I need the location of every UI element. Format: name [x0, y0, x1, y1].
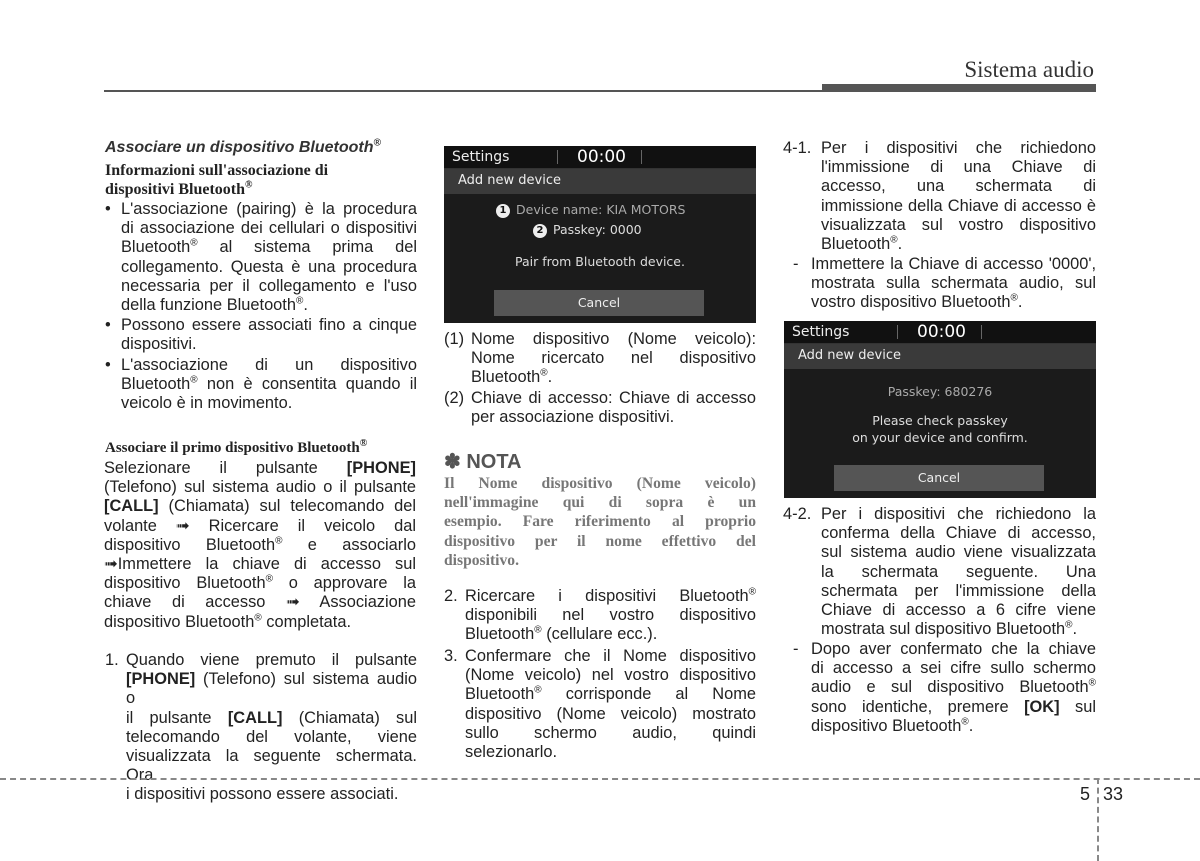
step-1: 1. Quando viene premuto il pulsante [PHONE] (Telefono) sul sistema audio o il pulsante [CALL] (Chiamata) sul telecomando del volante, viene visualizzata la seguente schermata. Ora i dispositivi possono essere associati.	[105, 651, 417, 804]
note-body	[444, 474, 756, 570]
text-line: esempio. Fare riferimento al proprio	[444, 513, 756, 531]
legend-number: (2)	[444, 389, 465, 407]
bullet-dot: •	[105, 200, 111, 218]
header-rule	[104, 90, 1096, 92]
text-line: veicolo è in movimento.	[121, 394, 293, 413]
footer-dashed-rule	[0, 778, 1200, 780]
text-line: nell'immagine qui di sopra è un	[444, 494, 756, 512]
text-line: Il Nome dispositivo (Nome veicolo)	[444, 475, 756, 492]
footer-dashed-divider	[1097, 778, 1099, 861]
text-line: disponibili nel vostro dispositivo	[465, 606, 756, 625]
screen-status-bar	[444, 146, 756, 169]
section-title: Associare un dispositivo Bluetooth®	[105, 137, 381, 156]
text-line: dispositivi.	[121, 335, 197, 354]
legend-item	[444, 330, 756, 388]
text-line: Per i dispositivi che richiedono la	[821, 505, 1096, 523]
text-line: Chiave di accesso a 6 cifre viene	[821, 601, 1096, 620]
text-line: mostrata sul dispositivo Bluetooth®.	[821, 619, 1078, 639]
text-line: L'associazione di un dispositivo	[121, 356, 417, 374]
text-line: selezionarlo.	[465, 743, 558, 762]
marker-2: 2	[533, 224, 547, 238]
first-device-title: Associare il primo dispositivo Bluetooth®	[105, 438, 368, 456]
text-line: visualizzata la seguente schermata. Ora	[126, 747, 417, 785]
text-line: il pulsante [CALL] (Chiamata) sul	[126, 708, 417, 727]
text-line: accesso, una schermata di	[821, 177, 1096, 196]
pair-instruction: Pair from Bluetooth device.	[515, 254, 685, 269]
text-line: mostrata sulla schermata audio, sul	[811, 274, 1096, 293]
text-line: dispositivo Bluetooth® completata.	[104, 612, 352, 631]
text-line: Confermare che il Nome dispositivo	[465, 647, 756, 665]
text-line: Bluetooth®.	[471, 367, 553, 387]
bullet-dot: •	[105, 356, 111, 374]
step-4-2: 4-2. Per i dispositivi che richiedono la conferma della Chiave di accesso, sul sistema audio viene visualizzata la schermata seguente. Una schermata per l'immissione della Chiave di accesso a 6 cifre viene mostrata sul dispositivo Bluetooth®.	[783, 505, 1096, 639]
bullet-item	[105, 356, 417, 414]
text-line: [PHONE] (Telefono) sul sistema audio o	[126, 670, 417, 708]
text-line: dispositivo (Nome veicolo) mostrato	[465, 704, 756, 723]
chapter-number: 5	[1080, 784, 1091, 804]
text-line: dispositivo per il nome effettivo del	[444, 532, 756, 550]
text-line: per associazione dispositivi.	[471, 408, 675, 427]
passkey-value: Passkey: 680276	[887, 384, 993, 399]
text-line: dispositivo Bluetooth® o approvare la	[104, 573, 416, 593]
bullet-dot: •	[105, 316, 111, 334]
text-line: visualizzata sul vostro dispositivo	[821, 215, 1096, 234]
text-line: dispositivo Bluetooth® e associarlo	[104, 535, 417, 554]
cancel-button[interactable]: Cancel	[494, 290, 704, 316]
check-passkey-line-1: Please check passkey	[872, 413, 1008, 428]
passkey-line: 2 Passkey: 0000	[533, 222, 642, 238]
marker-1: 1	[496, 204, 510, 218]
text-line: la schermata seguente. Una	[821, 562, 1096, 581]
screen-passkey-confirm	[784, 321, 1096, 498]
text-line: Possono essere associati fino a cinque	[121, 316, 417, 334]
screen-pairing	[444, 146, 756, 323]
text-line: Dopo aver confermato che la chiave	[811, 640, 1096, 658]
running-header: Sistema audio	[964, 57, 1094, 82]
text-line: di accesso a sei cifre sullo schermo	[811, 659, 1096, 678]
step-4-1: 4-1. Per i dispositivi che richiedono l'immissione di una Chiave di accesso, una schermata di immissione della Chiave di accesso è visualizzata sul vostro dispositivo Bluetooth®.	[783, 139, 1096, 254]
text-line: vostro dispositivo Bluetooth®.	[811, 292, 1023, 312]
text-line: Bluetooth® corrisponde al Nome	[465, 684, 756, 704]
text-line: (Telefono) sul sistema audio o il pulsante	[104, 478, 416, 497]
legend-number: (1)	[444, 330, 465, 348]
screen-title-bar: Add new device	[784, 344, 1096, 369]
text-line: collegamento. Questa è una procedura	[121, 257, 417, 276]
text-line: Chiave di accesso: Chiave di accesso	[471, 389, 756, 407]
text-line: (Nome veicolo) nel vostro dispositivo	[465, 666, 756, 685]
first-device-body	[104, 459, 416, 632]
text-line: immissione della Chiave di accesso è	[821, 196, 1096, 215]
bullet-item	[105, 316, 417, 354]
clock: 00:00	[917, 322, 966, 342]
screen-title-bar: Add new device	[444, 169, 756, 194]
text-line: Ricercare i dispositivi Bluetooth®	[465, 586, 756, 605]
dash-item-1: - Immettere la Chiave di accesso '0000', mostrata sulla schermata audio, sul vostro dispositivo Bluetooth®.	[793, 255, 1096, 312]
text-line: Bluetooth® non è consentita quando il	[121, 374, 417, 394]
text-line: l'immissione di una Chiave di	[821, 158, 1096, 177]
text-line: [CALL] (Chiamata) sul telecomando del	[104, 497, 416, 516]
legend-item	[444, 389, 756, 427]
page-number: 33	[1103, 784, 1124, 804]
info-title: Informazioni sull'associazione di dispositivi Bluetooth®	[105, 162, 329, 198]
text-line: Nome dispositivo (Nome veicolo):	[471, 330, 756, 348]
device-name-line: 1 Device name: KIA MOTORS	[496, 202, 685, 218]
step-3: 3. Confermare che il Nome dispositivo (Nome veicolo) nel vostro dispositivo Bluetooth® corrisponde al Nome dispositivo (Nome veicolo) mostrato sullo schermo audio, quindi selezionarlo.	[444, 647, 756, 762]
screen-status-bar	[784, 321, 1096, 344]
text-line: necessaria per il collegamento e l'uso	[121, 276, 417, 295]
text-line: Nome ricercato nel dispositivo	[471, 349, 756, 368]
note-title: ✽ NOTA	[444, 451, 522, 473]
clock: 00:00	[577, 147, 626, 167]
check-passkey-line-2: on your device and confirm.	[852, 430, 1028, 445]
bullet-item	[105, 200, 417, 315]
text-line: volante ➟ Ricercare il veicolo dal	[104, 516, 416, 535]
cancel-button[interactable]: Cancel	[834, 465, 1044, 491]
text-line: sono identiche, premere [OK] sul	[811, 697, 1096, 716]
dash-item-2: - Dopo aver confermato che la chiave di accesso a sei cifre sullo schermo audio e sul dispositivo Bluetooth® sono identiche, premere [OK] sul dispositivo Bluetooth®.	[793, 640, 1096, 735]
text-line: dispositivo Bluetooth®.	[811, 716, 974, 735]
text-line: Bluetooth® (cellulare ecc.).	[465, 624, 658, 644]
text-line: sullo schermo audio, quindi	[465, 723, 756, 742]
step-2: 2. Ricercare i dispositivi Bluetooth® disponibili nel vostro dispositivo Bluetooth® (cellulare ecc.).	[444, 586, 756, 644]
text-line: di associazione dei cellulari o dispositivi	[121, 219, 417, 238]
settings-label: Settings	[452, 149, 510, 165]
text-line: conferma della Chiave di accesso,	[821, 524, 1096, 543]
text-line: ➟Immettere la chiave di accesso sul	[104, 555, 416, 574]
text-line: L'associazione (pairing) è la procedura	[121, 200, 417, 218]
text-line: Bluetooth®.	[821, 234, 903, 254]
text-line: Per i dispositivi che richiedono	[821, 139, 1096, 157]
text-line: Bluetooth® al sistema prima del	[121, 237, 417, 257]
text-line: dispositivo.	[444, 551, 519, 569]
text-line: audio e sul dispositivo Bluetooth®	[811, 677, 1096, 697]
text-line: chiave di accesso ➟ Associazione	[104, 593, 416, 612]
text-line: Immettere la Chiave di accesso '0000',	[811, 255, 1096, 273]
settings-label: Settings	[792, 324, 850, 340]
text-line: Quando viene premuto il pulsante	[126, 651, 417, 669]
text-line: sul sistema audio viene visualizzata	[821, 543, 1096, 562]
text-line: Selezionare il pulsante [PHONE]	[104, 459, 416, 477]
text-line: schermata per l'immissione della	[821, 581, 1096, 600]
text-line: telecomando del volante, viene	[126, 727, 417, 746]
text-line: della funzione Bluetooth®.	[121, 295, 308, 315]
text-line: i dispositivi possono essere associati.	[126, 785, 399, 804]
